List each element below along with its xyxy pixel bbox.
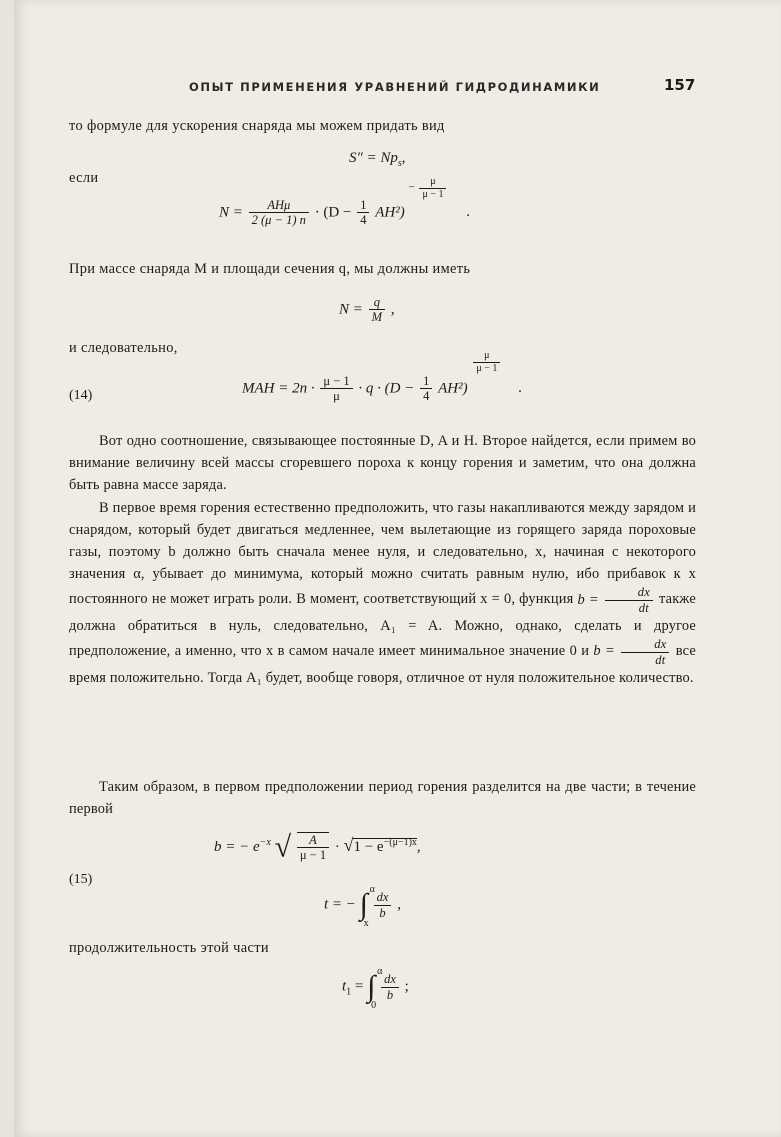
eq-t1-dx: dx xyxy=(384,972,396,987)
eq-n-exp-den: μ − 1 xyxy=(422,188,444,200)
eq-t1-sub: 1 xyxy=(346,986,352,998)
integral-icon-2: ∫ α 0 xyxy=(367,966,383,1011)
eq-n-exp-sign: − xyxy=(408,181,415,194)
text-sledovatelno: и следовательно, xyxy=(69,340,178,356)
inline-b-eq-dxdt-2 xyxy=(593,637,675,667)
eq-n-quarter-num: 1 xyxy=(357,198,369,213)
eq15-b-exp: −x xyxy=(259,836,271,848)
paragraph-2-part-a: В первое время горения естественно предположить, что газы накапливаются между зарядом и снарядом, который будет двигаться медленнее, чем вылетающие из горящего заряда пороховые газы, поэтому b должно быть сначала менее нуля, и следовательно, x, начиная с некоторого значения α, убывает до минимума, который можно считать равным нулю, ибо прибавок к x постоянного не может играть роли. В момент, соответствующий x = 0, функция xyxy=(69,500,696,608)
inline-dt-2: dt xyxy=(655,652,666,667)
eq-n-exponent xyxy=(408,176,448,200)
inline-b-lhs-1: b = xyxy=(577,591,599,608)
text-esli: если xyxy=(69,170,99,186)
sqrt-icon: √ xyxy=(274,830,292,864)
inline-dx-1: dx xyxy=(637,585,650,600)
eq15-root-den: μ − 1 xyxy=(299,848,327,863)
eq-n-den: 2 (μ − 1) n xyxy=(251,213,306,228)
eq14-fraction xyxy=(320,374,352,404)
eq-n-ah2: AH²) xyxy=(375,204,405,221)
paragraph-1-text: Вот одно соотношение, связывающее постоянные D, A и H. Второе найдется, если примем во внимание величину всей массы сгоревшего пороха к концу горения и заметим, что она должна быть равна массе заряда. xyxy=(69,433,696,494)
eq-s-sub: s xyxy=(397,158,402,169)
eq15-root-fraction xyxy=(297,832,329,863)
equation-n-q xyxy=(339,295,395,325)
eq-t1-lhs: t xyxy=(342,978,347,995)
eq-n-period: . xyxy=(466,204,470,221)
paragraph-3 xyxy=(69,776,696,820)
text-mass-line: При массе снаряда M и площади сечения q, мы должны иметь xyxy=(69,261,471,277)
eq15-b-comma: , xyxy=(416,838,421,855)
running-title: ОПЫТ ПРИМЕНЕНИЯ УРАВНЕНИЙ ГИДРОДИНАМИКИ xyxy=(189,80,601,94)
paragraph-2 xyxy=(69,497,696,689)
eq14-quarter-num: 1 xyxy=(420,374,432,389)
eq15-t-dx: dx xyxy=(376,890,389,905)
eq15-root2: 1 − e xyxy=(353,838,384,855)
eq15-t-comma: , xyxy=(397,896,401,913)
eq-nq-fraction xyxy=(369,295,385,325)
equation-15-b: b = − $e^{-x}$ √ $\frac{A}{\mu - 1}$ · $√1 - e^{-(\mu-1)x}$, xyxy=(214,830,421,864)
inline-b-lhs-2: b = xyxy=(593,643,615,660)
eq14-quarter xyxy=(420,374,432,404)
eq15-t-fraction xyxy=(374,890,392,920)
eq15-b-lhs: b = − e xyxy=(214,838,260,855)
eq-n-lhs: N = xyxy=(219,204,243,221)
equation-t1: $t_1$ = ∫ α 0 $\frac{dx}{b}$ ; xyxy=(342,966,409,1011)
eq-n-quarter xyxy=(357,198,369,228)
equation-s xyxy=(349,150,406,169)
eq14-lhs: MAH = 2n · xyxy=(242,380,315,397)
eq-t1-upper: α xyxy=(377,966,383,977)
eq-nq-den: M xyxy=(371,310,383,325)
eq-t1-b: b xyxy=(386,987,394,1002)
eq14-exponent xyxy=(471,350,502,374)
text-line-1: то формуле для ускорения снаряда мы можем придать вид xyxy=(69,118,445,134)
equation-14-label: (14) xyxy=(69,388,93,403)
paragraph-2-part-c: все время положительно. Тогда A₁ будет, вообще говоря, отличное от нуля положительное количество. xyxy=(69,643,696,686)
integral-icon: ∫ α x xyxy=(359,884,375,929)
eq-nq-comma: , xyxy=(390,301,395,318)
eq-t1-fraction xyxy=(381,972,399,1002)
paragraph-2-part-b: также должна обратиться в нуль, следовательно, A₁ = A. Можно, однако, сделать и другое предположение, а именно, что x в самом начале имеет минимальное значение 0 и xyxy=(69,591,696,660)
eq-s-tail: , xyxy=(401,150,406,166)
eq15-t-lhs: t = − xyxy=(324,896,356,913)
eq14-exp-den: μ − 1 xyxy=(476,362,498,374)
eq15-t-b: b xyxy=(379,905,386,920)
eq-t1-lower: 0 xyxy=(371,1000,377,1011)
equation-15-label: (15) xyxy=(69,872,93,887)
eq14-period: . xyxy=(518,380,522,397)
eq-n-exp-num: μ xyxy=(419,176,446,189)
eq-s-main: S″ = Np xyxy=(349,150,398,166)
paragraph-1 xyxy=(69,430,696,496)
eq14-mid: · q · (D − xyxy=(358,380,415,397)
eq-t1-semicolon: ; xyxy=(404,978,409,995)
eq15-t-upper: α xyxy=(369,884,375,895)
inline-dx-2: dx xyxy=(654,637,667,652)
eq14-tail: AH²) xyxy=(438,380,468,397)
eq-nq-lhs: N = xyxy=(339,301,363,318)
eq15-root2-exp: −(μ−1)x xyxy=(383,836,417,848)
page-number: 157 xyxy=(664,76,696,94)
equation-15-t xyxy=(324,884,401,940)
eq-n-paren: · (D − xyxy=(314,204,356,221)
eq14-f-den: μ xyxy=(333,389,340,404)
eq-n-num: AHμ xyxy=(267,198,291,212)
eq14-exp-num: μ xyxy=(473,350,500,363)
eq-n-fraction xyxy=(249,198,309,228)
eq15-t-lower: x xyxy=(363,918,369,929)
paragraph-3-text: Таким образом, в первом предположении период горения разделится на две части; в течение первой xyxy=(69,779,696,818)
text-prodolzh: продолжительность этой части xyxy=(69,940,269,956)
inline-b-eq-dxdt-1 xyxy=(577,585,659,615)
sqrt-icon-2: √ xyxy=(343,834,354,855)
eq-n-quarter-den: 4 xyxy=(360,213,367,228)
eq-nq-num: q xyxy=(373,295,380,309)
book-page xyxy=(14,0,781,1137)
eq14-quarter-den: 4 xyxy=(423,389,430,404)
inline-dt-1: dt xyxy=(638,600,649,615)
eq15-root-num: A xyxy=(309,833,317,847)
eq14-f-num: μ − 1 xyxy=(320,374,352,389)
